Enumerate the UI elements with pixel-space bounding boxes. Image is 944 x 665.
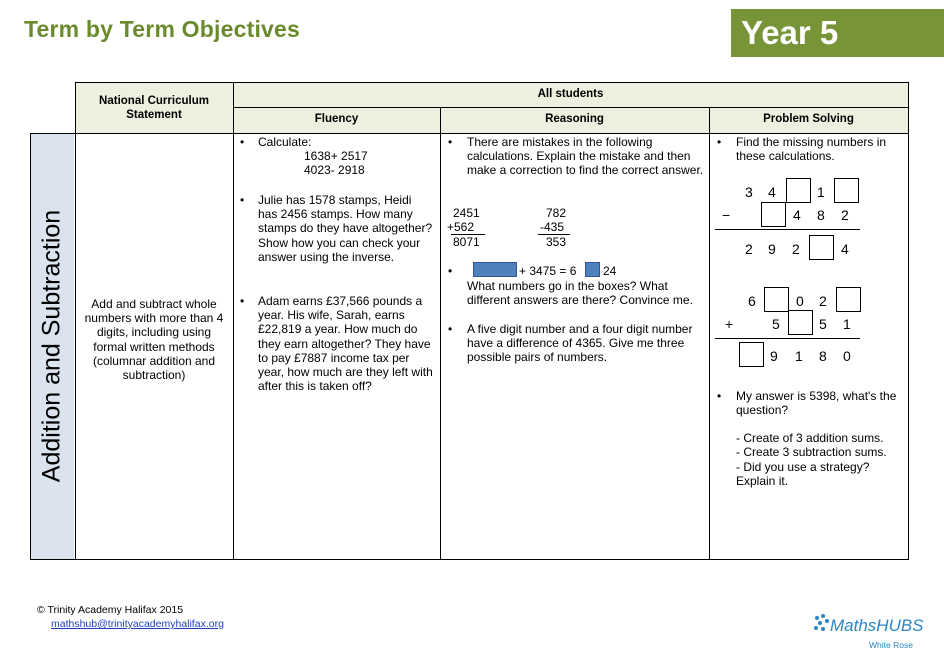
digit: 4 <box>793 207 801 223</box>
digit: 1 <box>795 348 803 364</box>
reasoning-equation: + 3475 = 6 <box>519 264 577 278</box>
digit: 2 <box>745 241 753 257</box>
fluency-calc-1: 1638+ 2517 <box>304 149 368 163</box>
digit: 4 <box>841 241 849 257</box>
problem-missing-numbers: Find the missing numbers in these calculations. <box>736 135 887 164</box>
reasoning-boxes-question: What numbers go in the boxes? What different answers are there? Convince me. <box>467 279 693 308</box>
logo-subtext: White Rose <box>869 640 913 650</box>
reasoning-calc2-a: 782 <box>546 206 567 220</box>
missing-digit-box <box>585 262 600 277</box>
minus-sign: − <box>722 207 731 223</box>
digit: 5 <box>772 316 780 332</box>
grid-line <box>233 82 234 560</box>
digit: 4 <box>768 184 776 200</box>
grid-line <box>75 82 909 83</box>
problem-strategy-task: - Did you use a strategy? Explain it. <box>736 460 870 489</box>
missing-number-box <box>473 262 517 277</box>
bullet: • <box>240 135 245 149</box>
missing-digit-box <box>834 178 859 203</box>
plus-sign: + <box>725 316 734 332</box>
bullet: • <box>448 322 453 336</box>
problem-answer-question: My answer is 5398, what's the question? <box>736 389 897 418</box>
digit: 8 <box>817 207 825 223</box>
reasoning-calc2-c: 353 <box>546 235 567 249</box>
digit: 9 <box>768 241 776 257</box>
fluency-stamps-question: Julie has 1578 stamps, Heidi has 2456 stamps. How many stamps do they have altogether? Show how you can check your answer using the inverse. <box>258 193 433 264</box>
grid-line <box>30 559 909 560</box>
digit: 2 <box>841 207 849 223</box>
sum-line <box>715 229 860 230</box>
digit: 2 <box>819 293 827 309</box>
problem-addition-task: - Create of 3 addition sums. <box>736 431 884 445</box>
bullet: • <box>717 135 722 149</box>
all-students-header: All students <box>537 88 604 100</box>
sum-line <box>715 338 860 339</box>
digit: 0 <box>843 348 851 364</box>
grid-line <box>908 82 909 560</box>
missing-digit-box <box>739 342 764 367</box>
missing-digit-box <box>836 287 861 312</box>
reasoning-header: Reasoning <box>545 113 604 125</box>
problem-subtraction-task: - Create 3 subtraction sums. <box>736 445 887 459</box>
reasoning-calc1-b: +562 <box>447 220 475 234</box>
digit: 2 <box>792 241 800 257</box>
reasoning-mistakes-question: There are mistakes in the following calculations. Explain the mistake and then make a correction to find the correct answer. <box>467 135 704 178</box>
reasoning-calc1-c: 8071 <box>453 235 480 249</box>
problem-solving-header: Problem Solving <box>763 113 854 125</box>
grid-line <box>30 133 31 560</box>
fluency-calc-2: 4023- 2918 <box>304 163 365 177</box>
digit: 1 <box>843 316 851 332</box>
reasoning-calc2-b: -435 <box>540 220 565 234</box>
missing-digit-box <box>761 202 786 227</box>
logo-text: MathsHUBS <box>830 616 924 635</box>
missing-digit-box <box>786 178 811 203</box>
nc-statement: Add and subtract whole numbers with more than 4 digits, including using formal written methods (columnar addition and subtraction) <box>84 297 224 383</box>
page-title: Term by Term Objectives <box>24 16 301 42</box>
bullet: • <box>717 389 722 403</box>
row-label: Addition and Subtraction <box>37 209 66 483</box>
grid-line <box>75 82 76 560</box>
bullet: • <box>240 294 245 308</box>
copyright: © Trinity Academy Halifax 2015 <box>37 604 184 616</box>
digit: 8 <box>819 348 827 364</box>
fluency-header: Fluency <box>314 113 359 125</box>
fluency-earnings-question: Adam earns £37,566 pounds a year. His wife, Sarah, earns £22,819 a year. How much do they earn altogether? They have to pay £7887 income tax per year, how much are they left with after this is taken off? <box>258 294 433 394</box>
digit: 6 <box>748 293 756 309</box>
digit: 3 <box>745 184 753 200</box>
missing-digit-box <box>788 310 813 335</box>
nc-header: National Curriculum Statement <box>99 95 209 121</box>
bullet: • <box>448 264 453 278</box>
reasoning-equation-end: 24 <box>603 264 617 278</box>
grid-line <box>709 107 710 560</box>
digit: 1 <box>817 184 825 200</box>
reasoning-difference-question: A five digit number and a four digit number have a difference of 4365. Give me three possible pairs of numbers. <box>467 322 693 365</box>
year-badge <box>731 9 944 57</box>
bullet: • <box>240 193 245 207</box>
digit: 9 <box>770 348 778 364</box>
email-link[interactable]: mathshub@trinityacademyhalifax.org <box>51 618 224 630</box>
reasoning-calc1-a: 2451 <box>453 206 480 220</box>
digit: 0 <box>796 293 804 309</box>
year-label: Year 5 <box>741 14 839 51</box>
digit: 5 <box>819 316 827 332</box>
missing-digit-box <box>809 235 834 260</box>
bullet: • <box>448 135 453 149</box>
grid-line <box>233 107 909 108</box>
row-label-cell <box>30 133 74 559</box>
missing-digit-box <box>764 287 789 312</box>
fluency-calc-label: Calculate: <box>258 135 312 149</box>
grid-line <box>30 133 909 134</box>
grid-line <box>440 107 441 560</box>
